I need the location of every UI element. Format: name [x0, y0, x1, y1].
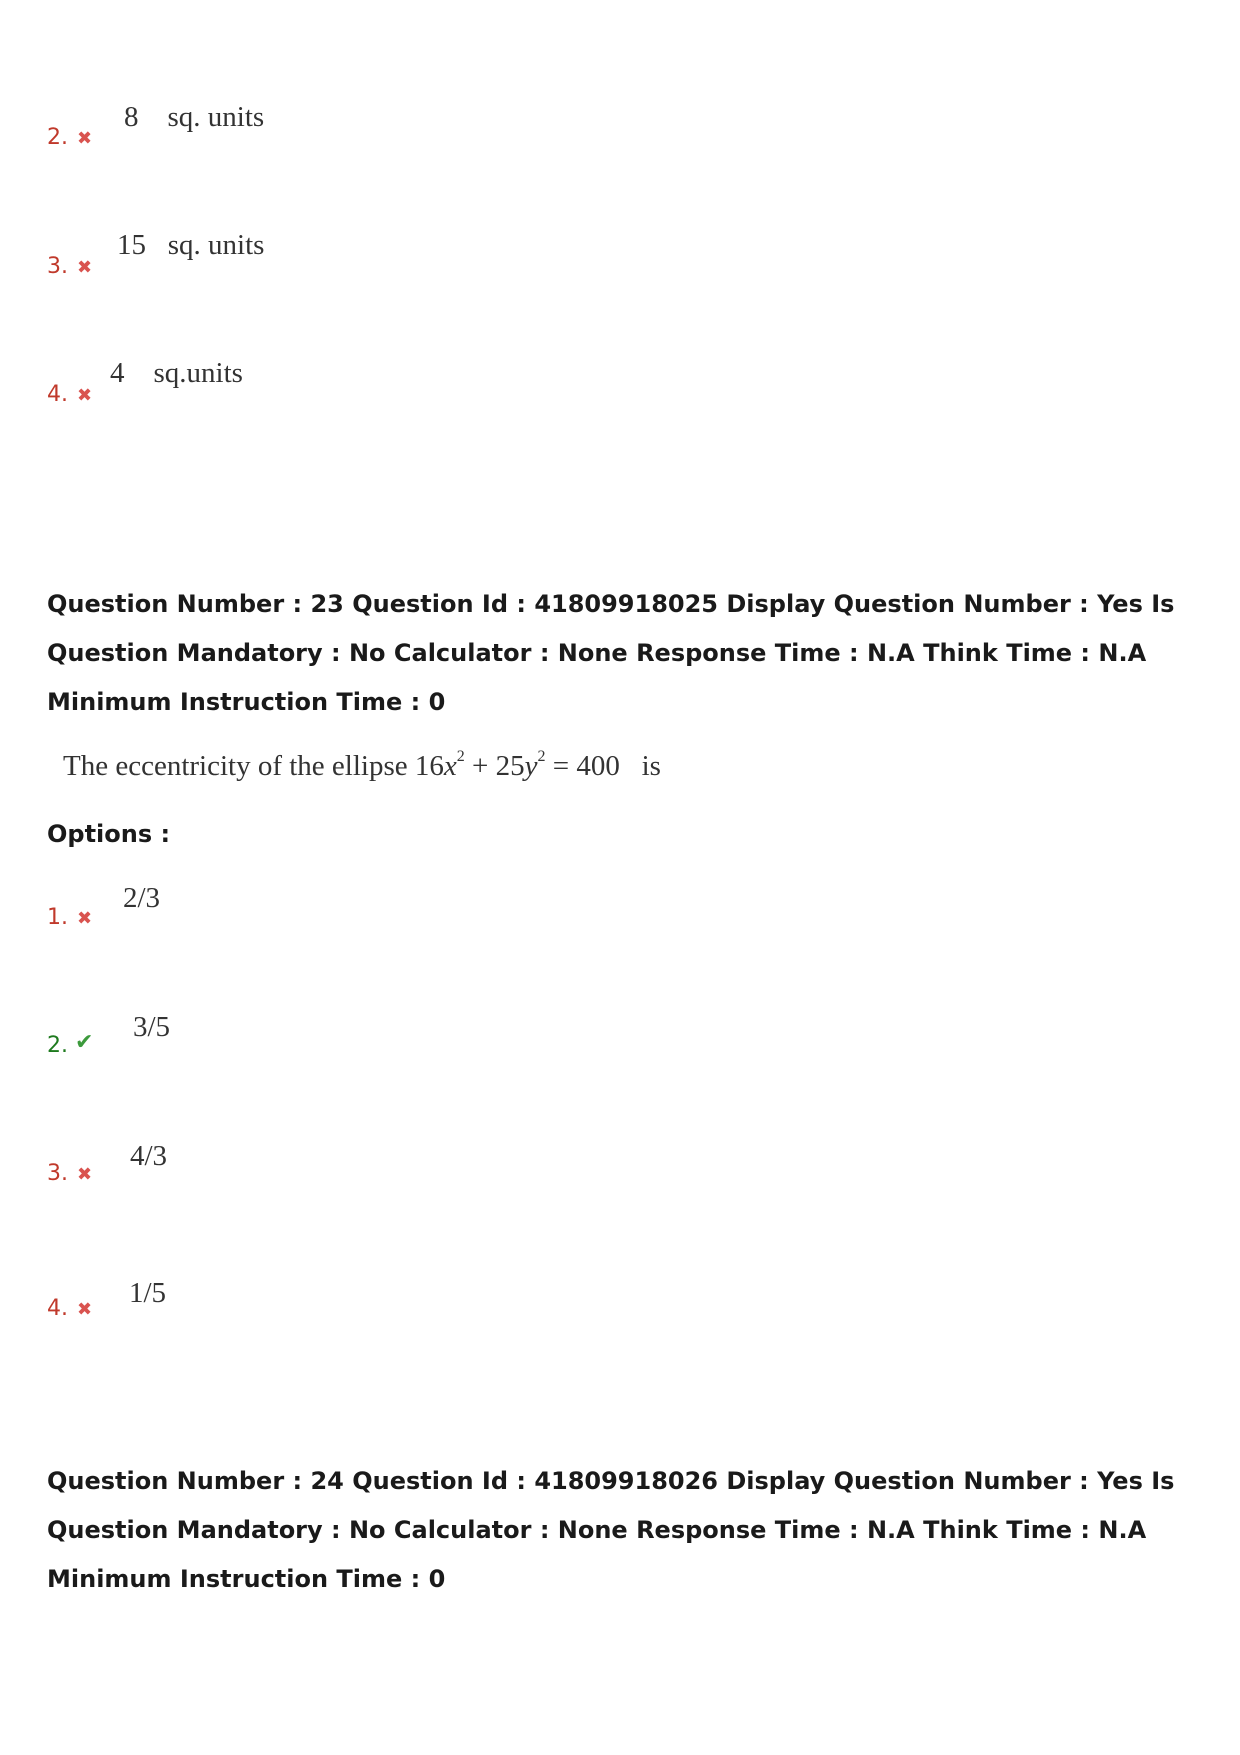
- cross-icon: ✖: [77, 385, 93, 406]
- equation-exp: 2: [456, 748, 465, 765]
- question-meta-24: Question Number : 24 Question Id : 41809918026 Display Question Number : Yes Is Question Mandatory : No Calculator : None Response Time : N.A Think Time : N.A Minimum Instruction Time : 0: [47, 1467, 1175, 1593]
- option-text: 4/3: [130, 1140, 168, 1172]
- question-suffix: is: [619, 750, 661, 782]
- equation-var-x: x: [443, 750, 457, 782]
- option-number: 4.: [47, 382, 68, 407]
- option-number: 2.: [47, 125, 68, 150]
- option-text: 2/3: [123, 882, 161, 914]
- check-icon: ✔: [75, 1030, 94, 1055]
- option-text: 8 sq. units: [124, 101, 265, 133]
- cross-icon: ✖: [77, 257, 93, 278]
- question-text-23: [63, 748, 661, 784]
- equation-var-y: y: [524, 750, 538, 782]
- option-number: 1.: [47, 905, 68, 930]
- question-meta-23: Question Number : 23 Question Id : 41809918025 Display Question Number : Yes Is Question Mandatory : No Calculator : None Response Time : N.A Think Time : N.A Minimum Instruction Time : 0: [47, 590, 1175, 716]
- option-text: 1/5: [129, 1277, 167, 1309]
- option-text: 3/5: [133, 1011, 171, 1043]
- cross-icon: ✖: [77, 128, 93, 149]
- option-text: 4 sq.units: [110, 357, 243, 389]
- question-prefix: The eccentricity of the ellipse: [63, 750, 415, 782]
- option-text: 15 sq. units: [117, 229, 265, 261]
- option-number: 4.: [47, 1296, 68, 1321]
- equation-plus: + 25: [464, 750, 525, 782]
- equation-exp: 2: [537, 748, 546, 765]
- cross-icon: ✖: [77, 1299, 93, 1320]
- equation-coef: 16: [414, 750, 444, 782]
- cross-icon: ✖: [77, 908, 93, 929]
- equation-rhs: = 400: [545, 750, 620, 782]
- options-label: Options :: [47, 820, 171, 848]
- cross-icon: ✖: [77, 1164, 93, 1185]
- option-number: 3.: [47, 254, 68, 279]
- option-number: 2.: [47, 1033, 68, 1058]
- option-number: 3.: [47, 1161, 68, 1186]
